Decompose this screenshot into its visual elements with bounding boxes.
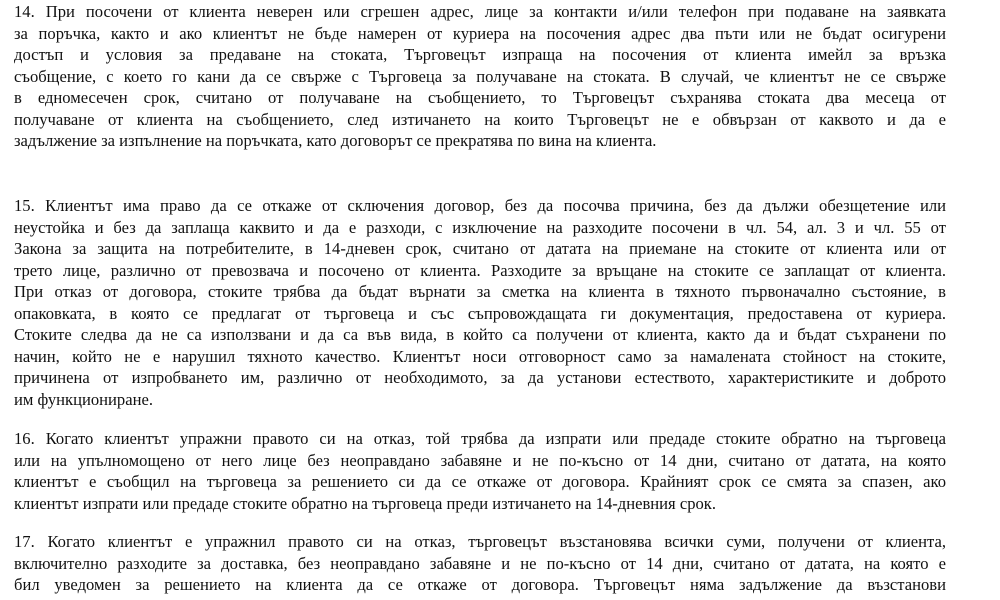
paragraph-line: или на упълномощено от него лице без неоправдано забавяне и не по-късно от 14 дни, считано от датата, на която bbox=[14, 450, 946, 470]
paragraph-14 bbox=[14, 1, 946, 152]
paragraph-line: 14. При посочени от клиента неверен или сгрешен адрес, лице за контакти и/или телефон при подаване на заявката bbox=[14, 2, 946, 21]
paragraph-line: включително разходите за доставка, без неоправдано забавяне и не по-късно от 14 дни, считано от датата, на която е bbox=[14, 553, 946, 573]
paragraph-line: Стоките следва да не са използвани и да са във вида, в който са получени от клиента, както да и бъдат съхранени по bbox=[14, 325, 946, 344]
paragraph-17 bbox=[14, 531, 946, 596]
paragraph-line: бил уведомен за решението на клиента да се откаже от договора. Търговецът няма задължение да възстанови bbox=[14, 575, 946, 594]
paragraph-line: за поръчка, както и ако клиентът не бъде намерен от куриера на посочения адрес два пъти или не бъдат осигурени bbox=[14, 23, 946, 43]
paragraph-line: 16. Когато клиентът упражни правото си на отказ, той трябва да изпрати или предаде стоките обратно на търговеца bbox=[14, 429, 946, 448]
paragraph-line: начин, който не е нарушил тяхното качество. Клиентът носи отговорност само за намалената стойност на стоките, bbox=[14, 346, 946, 366]
paragraph-line: При отказ от договора, стоките трябва да бъдат върнати за сметка на клиента в тяхното първоначално състояние, в bbox=[14, 282, 946, 301]
paragraph-line: Закона за защита на потребителите, в 14-дневен срок, считано от датата на приемане на стоките от клиента или от bbox=[14, 239, 946, 258]
paragraph-15 bbox=[14, 195, 946, 410]
paragraph-line: неустойка и без да заплаща каквито и да е разходи, с изключение на разходите посочени в чл. 54, ал. 3 и чл. 55 от bbox=[14, 217, 946, 237]
paragraph-line: 17. Когато клиентът е упражнил правото си на отказ, търговецът възстановява всички суми, получени от клиента, bbox=[14, 532, 946, 551]
paragraph-line: трето лице, различно от превозвача и посочено от клиента. Разходите за връщане на стоките се заплащат от клиента. bbox=[14, 260, 946, 280]
paragraph-line: им функциониране. bbox=[14, 389, 153, 409]
paragraph-16 bbox=[14, 428, 946, 514]
paragraph-line: задължение за изпълнение на поръчката, като договорът се прекратява по вина на клиента. bbox=[14, 131, 657, 150]
paragraph-line: съобщение, с което го кани да се свърже с Търговеца за получаване на стоката. В случай, че клиентът не се свърже bbox=[14, 66, 946, 86]
paragraph-line: опаковката, в която се предлагат от търговеца и със съпровождащата ги документация, предоставена от куриера. bbox=[14, 303, 946, 323]
paragraph-line: клиентът е съобщил на търговеца за решението си да се откаже от договора. Крайният срок се смята за спазен, ако bbox=[14, 472, 946, 491]
paragraph-line: достъп и условия за предаване на стоката, Търговецът изпраща на посочения от клиента имейл за връзка bbox=[14, 45, 946, 64]
paragraph-line: 15. Клиентът има право да се откаже от сключения договор, без да посочва причина, без да дължи обезщетение или bbox=[14, 196, 946, 215]
paragraph-line: клиентът изпрати или предаде стоките обратно на търговеца преди изтичането на 14-дневния срок. bbox=[14, 493, 717, 513]
paragraph-line: в едномесечен срок, считано от получаване на съобщението, то Търговецът съхранява стоката два месеца от bbox=[14, 88, 946, 107]
paragraph-line: причинена от изпробването им, различно от необходимото, за да установи естеството, характеристиките и доброто bbox=[14, 368, 946, 387]
paragraph-line: получаване от клиента на съобщението, след изтичането на които Търговецът не е обвързан от каквото и да е bbox=[14, 109, 946, 129]
